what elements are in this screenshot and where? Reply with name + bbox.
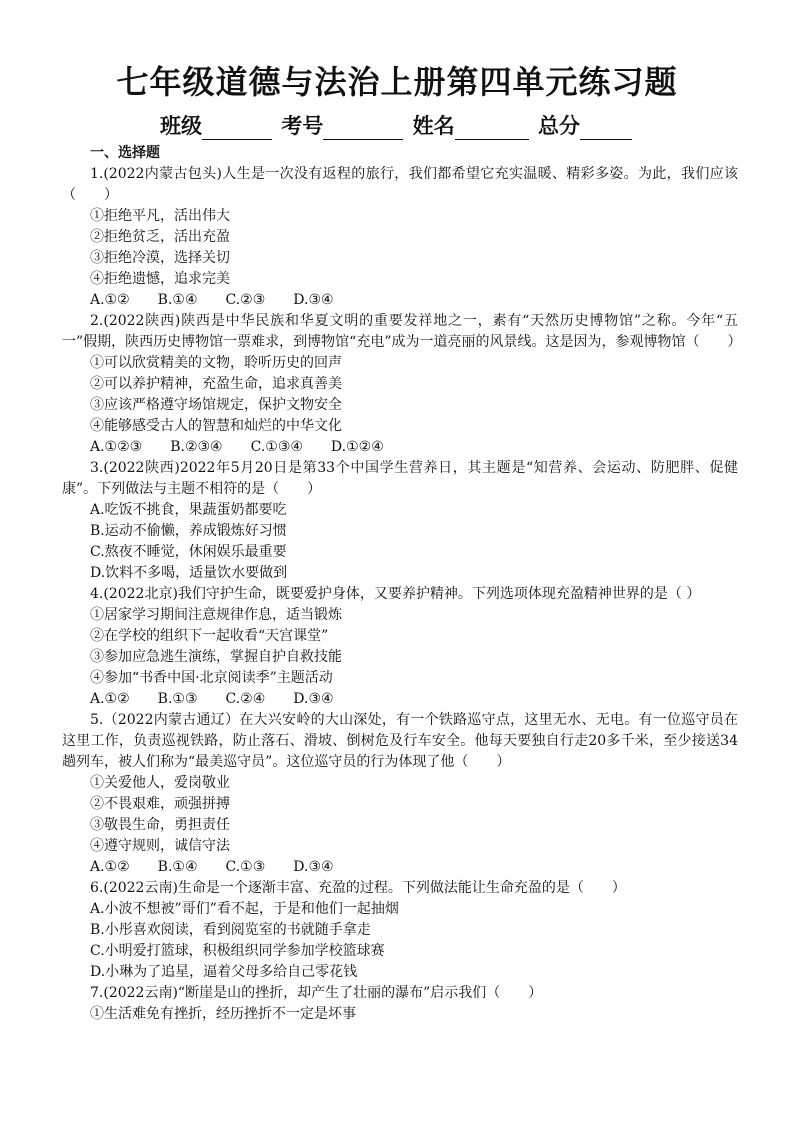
exam-no-label: 考号	[281, 114, 324, 138]
question-stem: 1.(2022内蒙古包头)人生是一次没有返程的旅行，我们都希望它充实温暖、精彩多姿。为此，我们应该（ ）	[62, 166, 738, 203]
question-block	[62, 458, 738, 584]
question-option[interactable]: ③应该严格遵守场馆规定，保护文物安全	[90, 397, 342, 413]
question-option[interactable]: ③敬畏生命，勇担责任	[90, 817, 230, 833]
question-option[interactable]: ④参加“书香中国·北京阅读季”主题活动	[90, 670, 333, 686]
question-stem: 5.（2022内蒙古通辽）在大兴安岭的大山深处，有一个铁路巡守点，这里无水、无电。有一位巡守员在这里工作，负责巡视铁路，防止落石、滑坡、倒树危及行车安全。他每天要独自行走20多千米，至少接送34趟列车，被人们称为“最美巡守员”。这位巡守员的行为体现了他（ ）	[62, 712, 738, 770]
question-option[interactable]: ④遵守规则，诚信守法	[90, 838, 230, 854]
question-stem: 3.(2022陕西)2022年5月20日是第33个中国学生营养日，其主题是“知营养、会运动、防肥胖、促健康”。下列做法与主题不相符的是（ ）	[62, 460, 738, 497]
question-option[interactable]: B.运动不偷懒，养成锻炼好习惯	[90, 523, 287, 539]
page-title: 七年级道德与法治上册第四单元练习题	[116, 63, 678, 101]
question-option[interactable]: ①拒绝平凡，活出伟大	[90, 208, 230, 224]
question-block	[62, 710, 738, 878]
name-label: 姓名	[412, 114, 455, 138]
question-block	[62, 584, 738, 710]
question-stem: 4.(2022北京)我们守护生命，既要爱护身体，又要养护精神。下列选项体现充盈精神世界的是（ ）	[90, 586, 701, 602]
question-list	[62, 164, 742, 1025]
answer-choices[interactable]: A.①② B.①④ C.②③ D.③④	[90, 292, 334, 308]
score-blank[interactable]	[580, 117, 632, 140]
name-blank[interactable]	[455, 117, 529, 140]
class-blank[interactable]	[202, 117, 272, 140]
question-block	[62, 311, 742, 458]
question-option[interactable]: ③拒绝冷漠，选择关切	[90, 250, 230, 266]
question-stem: 6.(2022云南)生命是一个逐渐丰富、充盈的过程。下列做法能让生命充盈的是（ ）	[90, 880, 626, 896]
question-option[interactable]: A.吃饭不挑食，果蔬蛋奶都要吃	[90, 502, 287, 518]
section-title: 一、选择题	[90, 145, 160, 161]
questions-section	[62, 143, 742, 1025]
question-option[interactable]: ①居家学习期间注意规律作息，适当锻炼	[90, 607, 342, 623]
question-option[interactable]: ②可以养护精神，充盈生命，追求真善美	[90, 376, 342, 392]
question-option[interactable]: D.小琳为了追星，逼着父母多给自己零花钱	[90, 964, 358, 980]
question-option[interactable]: ②拒绝贫乏，活出充盈	[90, 229, 230, 245]
question-option[interactable]: B.小彤喜欢阅读，看到阅览室的书就随手拿走	[90, 922, 371, 938]
question-option[interactable]: C.小明爱打篮球，积极组织同学参加学校篮球赛	[90, 943, 385, 959]
question-stem: 7.(2022云南)“断崖是山的挫折，却产生了壮丽的瀑布”启示我们（ ）	[90, 985, 543, 1001]
answer-choices[interactable]: A.①② B.①③ C.②④ D.③④	[90, 691, 334, 707]
question-option[interactable]: ②不畏艰难，顽强拼搏	[90, 796, 230, 812]
question-option[interactable]: ①关爱他人，爱岗敬业	[90, 775, 230, 791]
exam-no-blank[interactable]	[323, 117, 403, 140]
score-label: 总分	[537, 114, 580, 138]
question-option[interactable]: ④拒绝遗憾，追求完美	[90, 271, 230, 287]
question-option[interactable]: A.小波不想被”哥们”看不起，于是和他们一起抽烟	[90, 901, 399, 917]
class-label: 班级	[160, 114, 203, 138]
question-option[interactable]: ④能够感受古人的智慧和灿烂的中华文化	[90, 418, 342, 434]
question-option[interactable]: ③参加应急逃生演练，掌握自护自救技能	[90, 649, 342, 665]
question-block	[62, 164, 738, 311]
question-option[interactable]: D.饮料不多喝，适量饮水要做到	[90, 565, 288, 581]
question-block	[62, 878, 738, 983]
question-block	[62, 983, 738, 1025]
question-stem: 2.(2022陕西)陕西是中华民族和华夏文明的重要发祥地之一，素有“天然历史博物馆”之称。今年“五一”假期，陕西历史博物馆一票难求，到博物馆“充电”成为一道亮丽的风景线。这是因为，参观博物馆（ ）	[62, 313, 742, 350]
answer-choices[interactable]: A.①② B.①④ C.①③ D.③④	[90, 859, 334, 875]
question-option[interactable]: ①生活难免有挫折，经历挫折不一定是坏事	[90, 1006, 356, 1022]
answer-choices[interactable]: A.①②③ B.②③④ C.①③④ D.①②④	[90, 439, 384, 455]
student-info-line	[0, 112, 794, 140]
question-option[interactable]: ①可以欣赏精美的文物，聆听历史的回声	[90, 355, 342, 371]
question-option[interactable]: C.熬夜不睡觉，休闲娱乐最重要	[90, 544, 287, 560]
question-option[interactable]: ②在学校的组织下一起收看“天宫课堂”	[90, 628, 329, 644]
